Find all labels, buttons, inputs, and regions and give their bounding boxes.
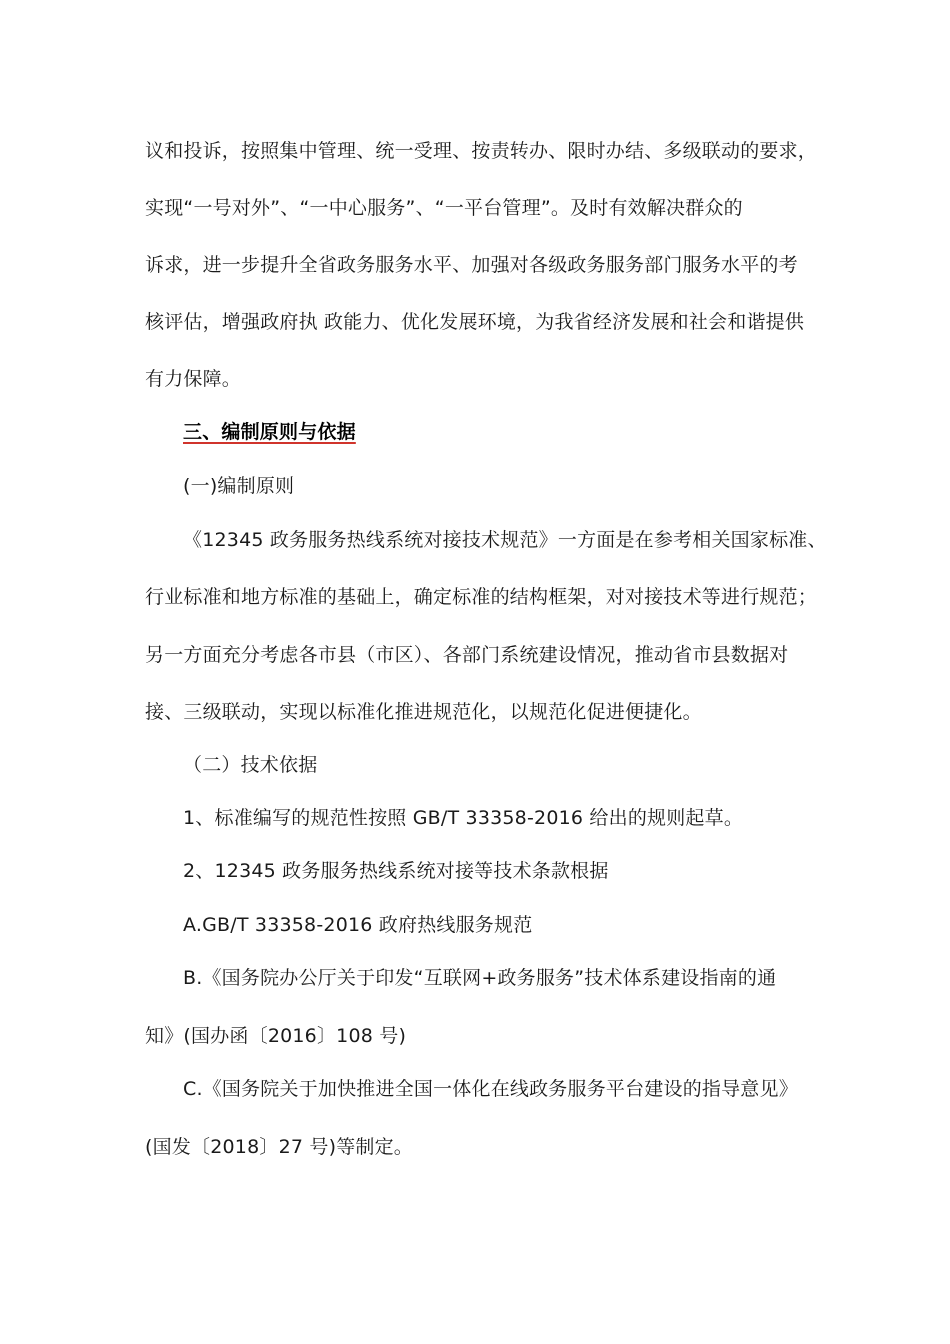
paragraph-line: 有力保障。 <box>145 368 242 390</box>
paragraph-line: 核评估，增强政府执 政能力、优化发展环境，为我省经济发展和社会和谐提供 <box>145 311 805 333</box>
subsection-title: (一)编制原则 <box>183 475 295 497</box>
paragraph-line: 《12345 政务服务热线系统对接技术规范》一方面是在参考相关国家标准、 <box>183 529 827 551</box>
list-item: A.GB/T 33358-2016 政府热线服务规范 <box>183 914 533 936</box>
list-item-continuation: (国发〔2018〕27 号)等制定。 <box>145 1136 413 1158</box>
list-item: 2、12345 政务服务热线系统对接等技术条款根据 <box>183 860 609 882</box>
paragraph-line: 行业标准和地方标准的基础上，确定标准的结构框架，对对接技术等进行规范； <box>145 586 818 608</box>
subsection-title: （二）技术依据 <box>183 754 318 776</box>
list-item-continuation: 知》(国办函〔2016〕108 号) <box>145 1025 407 1047</box>
paragraph-line: 接、三级联动，实现以标准化推进规范化，以规范化促进便捷化。 <box>145 701 702 723</box>
list-item: C.《国务院关于加快推进全国一体化在线政务服务平台建设的指导意见》 <box>183 1078 798 1100</box>
paragraph-line: 实现“一号对外”、“一中心服务”、“一平台管理”。及时有效解决群众的 <box>145 197 743 219</box>
paragraph-line: 另一方面充分考虑各市县（市区）、各部门系统建设情况，推动省市县数据对 <box>145 644 789 666</box>
paragraph-line: 议和投诉，按照集中管理、统一受理、按责转办、限时办结、多级联动的要求， <box>145 140 818 162</box>
list-item: B.《国务院办公厅关于印发“互联网+政务服务”技术体系建设指南的通 <box>183 967 777 989</box>
paragraph-line: 诉求，进一步提升全省政务服务水平、加强对各级政务服务部门服务水平的考 <box>145 254 798 276</box>
list-item: 1、标准编写的规范性按照 GB/T 33358-2016 给出的规则起草。 <box>183 807 744 829</box>
section-heading: 三、编制原则与依据 <box>183 421 356 443</box>
